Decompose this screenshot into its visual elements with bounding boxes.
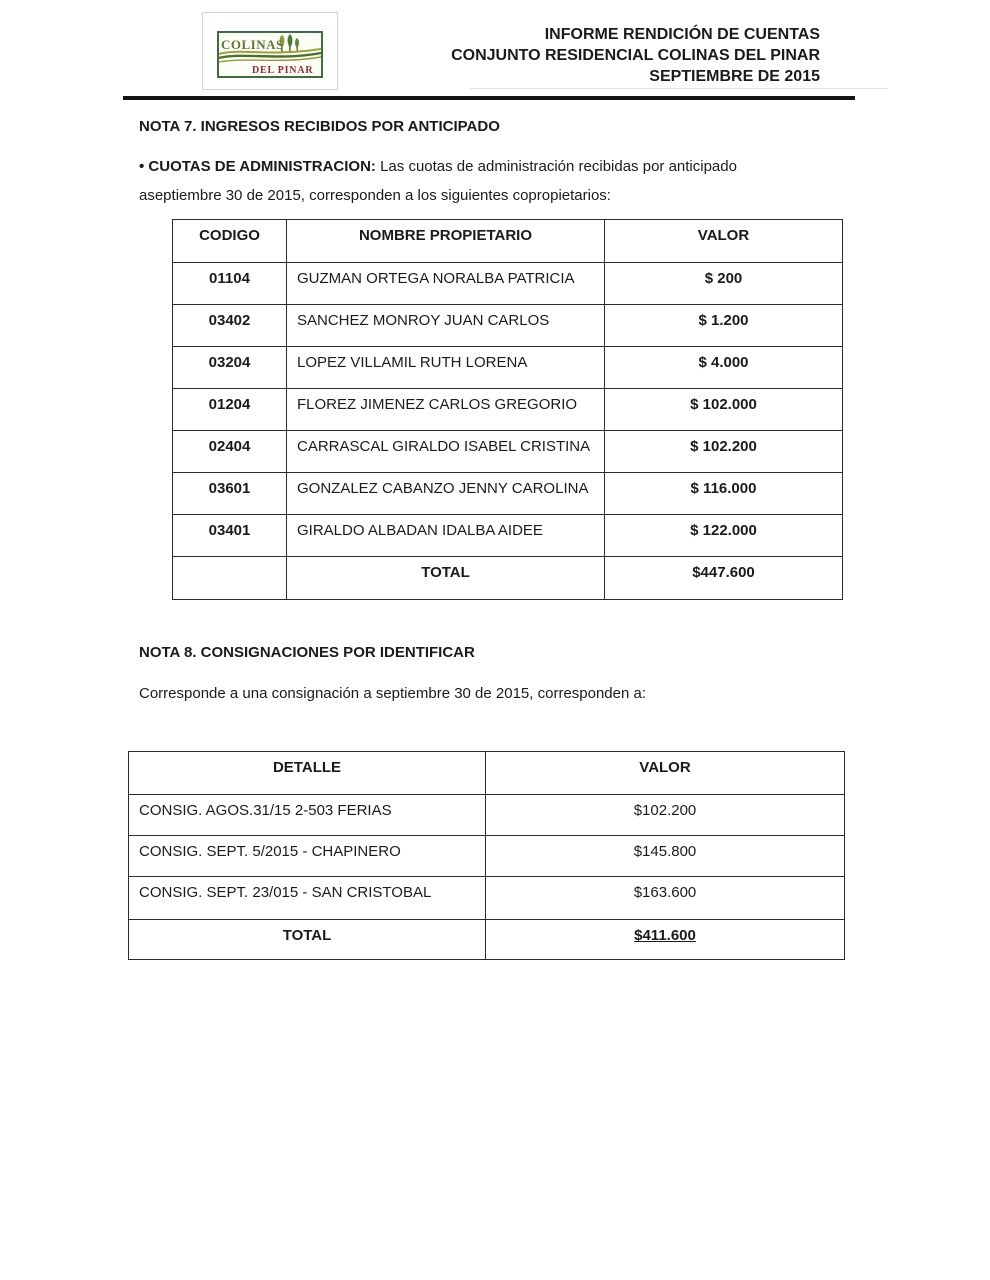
table-row: [129, 877, 845, 920]
valor-cell: $ 200: [605, 263, 843, 305]
codigo-cell: 01104: [173, 263, 287, 305]
nota8-paragraph: Corresponde a una consignación a septiembre 30 de 2015, corresponden a:: [139, 685, 647, 702]
codigo-cell: 01204: [173, 389, 287, 431]
nombre-cell: LOPEZ VILLAMIL RUTH LORENA: [287, 347, 605, 389]
detalle-cell: CONSIG. AGOS.31/15 2-503 FERIAS: [129, 795, 486, 836]
header-cell-detalle: DETALLE: [129, 752, 486, 795]
valor-cell: $ 102.000: [605, 389, 843, 431]
total-value-cell: $447.600: [605, 557, 843, 600]
nota7-title: NOTA 7. INGRESOS RECIBIDOS POR ANTICIPADO: [139, 118, 500, 135]
empty-cell: [173, 557, 287, 600]
nombre-cell: FLOREZ JIMENEZ CARLOS GREGORIO: [287, 389, 605, 431]
nombre-cell: CARRASCAL GIRALDO ISABEL CRISTINA: [287, 431, 605, 473]
total-row: [129, 920, 845, 960]
detalle-cell: CONSIG. SEPT. 23/015 - SAN CRISTOBAL: [129, 877, 486, 920]
table-row: [173, 305, 843, 347]
codigo-cell: 03401: [173, 515, 287, 557]
total-value-cell: $411.600: [486, 920, 845, 960]
valor-cell: $ 116.000: [605, 473, 843, 515]
codigo-cell: 03204: [173, 347, 287, 389]
valor-cell: $ 122.000: [605, 515, 843, 557]
table-header-row: [129, 752, 845, 795]
total-label-cell: TOTAL: [287, 557, 605, 600]
nota8-title: NOTA 8. CONSIGNACIONES POR IDENTIFICAR: [139, 644, 475, 661]
header-divider-rule: [123, 96, 855, 100]
anticipated-income-table: [172, 219, 843, 600]
logo-title: COLINAS: [221, 37, 284, 52]
valor-cell: $102.200: [486, 795, 845, 836]
header-cell-valor: VALOR: [486, 752, 845, 795]
colinas-logo: [217, 31, 323, 78]
valor-cell: $ 1.200: [605, 305, 843, 347]
table-row: [173, 515, 843, 557]
header-cell-valor: VALOR: [605, 220, 843, 263]
scan-artifact-line: [470, 88, 888, 89]
table-header-row: [173, 220, 843, 263]
total-row: [173, 557, 843, 600]
table-row: [173, 431, 843, 473]
valor-cell: $163.600: [486, 877, 845, 920]
table-row: [129, 836, 845, 877]
valor-cell: $ 4.000: [605, 347, 843, 389]
cuotas-text: Las cuotas de administración recibidas por anticipado aseptiembre 30 de 2015, corresponden a los siguientes copropietarios:: [139, 158, 737, 204]
report-title-line-3: SEPTIEMBRE DE 2015: [649, 68, 820, 85]
colinas-logo-art: [219, 33, 321, 76]
total-label-cell: TOTAL: [129, 920, 486, 960]
valor-cell: $ 102.200: [605, 431, 843, 473]
nombre-cell: GONZALEZ CABANZO JENNY CAROLINA: [287, 473, 605, 515]
table-row: [173, 473, 843, 515]
codigo-cell: 03402: [173, 305, 287, 347]
table-row: [129, 795, 845, 836]
nombre-cell: SANCHEZ MONROY JUAN CARLOS: [287, 305, 605, 347]
nota7-paragraph: [139, 152, 787, 210]
nombre-cell: GIRALDO ALBADAN IDALBA AIDEE: [287, 515, 605, 557]
codigo-cell: 02404: [173, 431, 287, 473]
valor-cell: $145.800: [486, 836, 845, 877]
report-title-line-2: CONJUNTO RESIDENCIAL COLINAS DEL PINAR: [451, 47, 820, 64]
detalle-cell: CONSIG. SEPT. 5/2015 - CHAPINERO: [129, 836, 486, 877]
header-cell-codigo: CODIGO: [173, 220, 287, 263]
table-row: [173, 263, 843, 305]
report-title-line-1: INFORME RENDICIÓN DE CUENTAS: [544, 26, 820, 43]
logo-subtitle: DEL PINAR: [252, 65, 314, 76]
unidentified-deposits-table: [128, 751, 845, 960]
report-title: [451, 24, 820, 87]
header-cell-nombre: NOMBRE PROPIETARIO: [287, 220, 605, 263]
nombre-cell: GUZMAN ORTEGA NORALBA PATRICIA: [287, 263, 605, 305]
table-row: [173, 389, 843, 431]
codigo-cell: 03601: [173, 473, 287, 515]
table-row: [173, 347, 843, 389]
cuotas-label: • CUOTAS DE ADMINISTRACION:: [139, 158, 376, 175]
